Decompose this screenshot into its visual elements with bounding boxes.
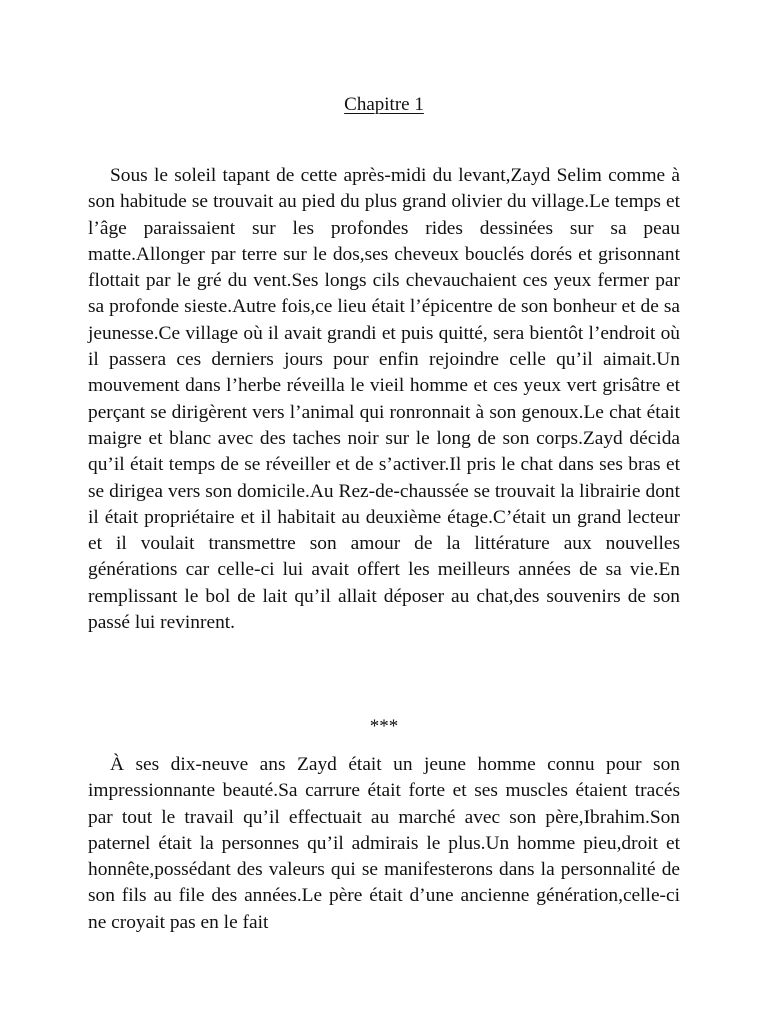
paragraph-1: Sous le soleil tapant de cette après-midi du levant,Zayd Selim comme à son habitude se trouvait au pied du plus grand olivier du village.Le temps et l’âge paraissaient sur les profondes rides dessinées sur sa peau matte.Allonger par terre sur le dos,ses cheveux bouclés dorés et grisonnant flottait par le gré du vent.Ses longs cils chevauchaient ces yeux fermer par sa profonde sieste.Autre fois,ce lieu était l’épicentre de son bonheur et de sa jeunesse.Ce village où il avait grandi et puis quitté, sera bientôt l’endroit où il passera ces derniers jours pour enfin rejoindre celle qu’il aimait.Un mouvement dans l’herbe réveilla le vieil homme et ces yeux vert grisâtre et perçant se dirigèrent vers l’animal qui ronronnait à son genoux.Le chat était maigre et blanc avec des taches noir sur le long de son corps.Zayd décida qu’il était temps de se réveiller et de s’activer.Il pris le chat dans ses bras et se dirigea vers son domicile.Au Rez-de-chaussée se trouvait la librairie dont il était propriétaire et il habitait au deuxième étage.C’était un grand lecteur et il voulait transmettre son amour de la littérature aux nouvelles générations car celle-ci lui avait offert les meilleurs années de sa vie.En remplissant le bol de lait qu’il allait déposer au chat,des souvenirs de son passé lui revinrent. bbox=[88, 165, 680, 634]
section-separator: *** bbox=[369, 716, 399, 737]
chapter-title-text: Chapitre 1 bbox=[344, 94, 424, 115]
chapter-title bbox=[0, 92, 768, 118]
paragraph-2: À ses dix-neuve ans Zayd était un jeune homme connu pour son impressionnante beauté.Sa carrure était forte et ses muscles étaient tracés par tout le travail qu’il effectuait au marché avec son père,Ibrahim.Son paternel était la personnes qu’il admirais le plus.Un homme pieu,droit et honnête,possédant des valeurs qui se manifesterons dans la personnalité de son fils au file des années.Le père était d’une ancienne génération,celle-ci ne croyait pas en le fait bbox=[88, 754, 680, 933]
